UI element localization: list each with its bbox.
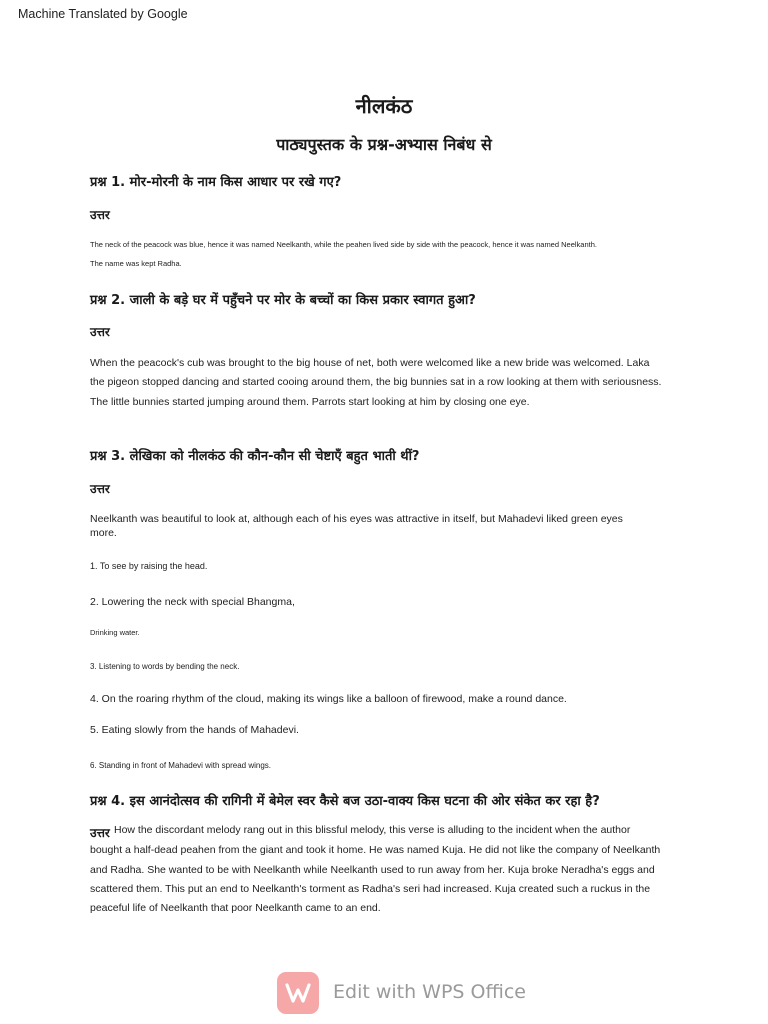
answer-3-text-line-1: Neelkanth was beautiful to look at, although each of his eyes was attractive in itself, but Mahadevi liked green eyes <box>90 513 623 525</box>
answer-4-text-line-1: How the discordant melody rang out in this blissful melody, this verse is alluding to the incident when the author <box>114 824 631 836</box>
question-3: प्रश्न 3. लेखिका को नीलकंठ की कौन-कौन सी चेष्टाएँ बहुत भाती थीं? <box>90 449 420 464</box>
answer-4-text-line-3: and Radha. She wanted to be with Neelkanth while Neelkanth used to run away from her. Kuja broke Neradha's eggs and <box>90 864 655 876</box>
answer-4-text-line-5: peaceful life of Neelkanth that poor Neelkanth came to an end. <box>90 902 381 914</box>
page-title: नीलकंठ <box>355 94 413 118</box>
answer-3-list-item-1: 1. To see by raising the head. <box>90 561 208 571</box>
answer-2-text-line-2: the pigeon stopped dancing and started cooing around them, the big bunnies sat in a row looking at them with seriousness. <box>90 376 662 388</box>
answer-3-list-item-6: 6. Standing in front of Mahadevi with spread wings. <box>90 761 271 770</box>
answer-1-text-line-2: The name was kept Radha. <box>90 259 182 268</box>
answer-3-label: उत्तर <box>90 482 110 496</box>
answer-3-list-item-4: 4. On the roaring rhythm of the cloud, making its wings like a balloon of firewood, make a round dance. <box>90 693 567 705</box>
answer-4-label: उत्तर <box>90 826 110 840</box>
question-2: प्रश्न 2. जाली के बड़े घर में पहुँचने पर मोर के बच्चों का किस प्रकार स्वागत हुआ? <box>90 293 476 308</box>
answer-1-text-line-1: The neck of the peacock was blue, hence it was named Neelkanth, while the peahen lived side by side with the peacock, hence it was named Neelkanth. <box>90 240 597 249</box>
answer-3-list-item-2-continued: Drinking water. <box>90 628 140 637</box>
wps-label: Edit with WPS Office <box>333 981 526 1003</box>
question-1: प्रश्न 1. मोर-मोरनी के नाम किस आधार पर रखे गए? <box>90 175 342 190</box>
answer-3-list-item-2: 2. Lowering the neck with special Bhangma, <box>90 596 295 608</box>
page-subtitle: पाठ्यपुस्तक के प्रश्न-अभ्यास निबंध से <box>276 135 492 154</box>
answer-4-text-line-2: bought a half-dead peahen from the giant and took it home. He was named Kuja. He did not like the company of Neelkanth <box>90 844 661 856</box>
machine-translated-label: Machine Translated by Google <box>18 7 188 21</box>
wps-logo-icon <box>277 972 319 1014</box>
answer-2-label: उत्तर <box>90 325 110 339</box>
answer-3-list-item-5: 5. Eating slowly from the hands of Mahadevi. <box>90 724 299 736</box>
answer-3-list-item-3: 3. Listening to words by bending the neck. <box>90 662 240 671</box>
edit-with-wps-button[interactable] <box>277 971 526 1017</box>
answer-2-text-line-1: When the peacock's cub was brought to the big house of net, both were welcomed like a new bride was welcomed. Laka <box>90 357 650 369</box>
answer-4-text-line-4: scattered them. This put an end to Neelkanth's torment as Radha's seri had increased. Kuja created such a ruckus in the <box>90 883 651 895</box>
answer-2-text-line-3: The little bunnies started jumping around them. Parrots start looking at him by closing one eye. <box>90 396 530 408</box>
question-4: प्रश्न 4. इस आनंदोत्सव की रागिनी में बेमेल स्वर कैसे बज उठा-वाक्य किस घटना की ओर संकेत कर रहा है? <box>90 794 600 809</box>
answer-3-text-line-2: more. <box>90 527 117 539</box>
answer-1-label: उत्तर <box>90 208 110 222</box>
